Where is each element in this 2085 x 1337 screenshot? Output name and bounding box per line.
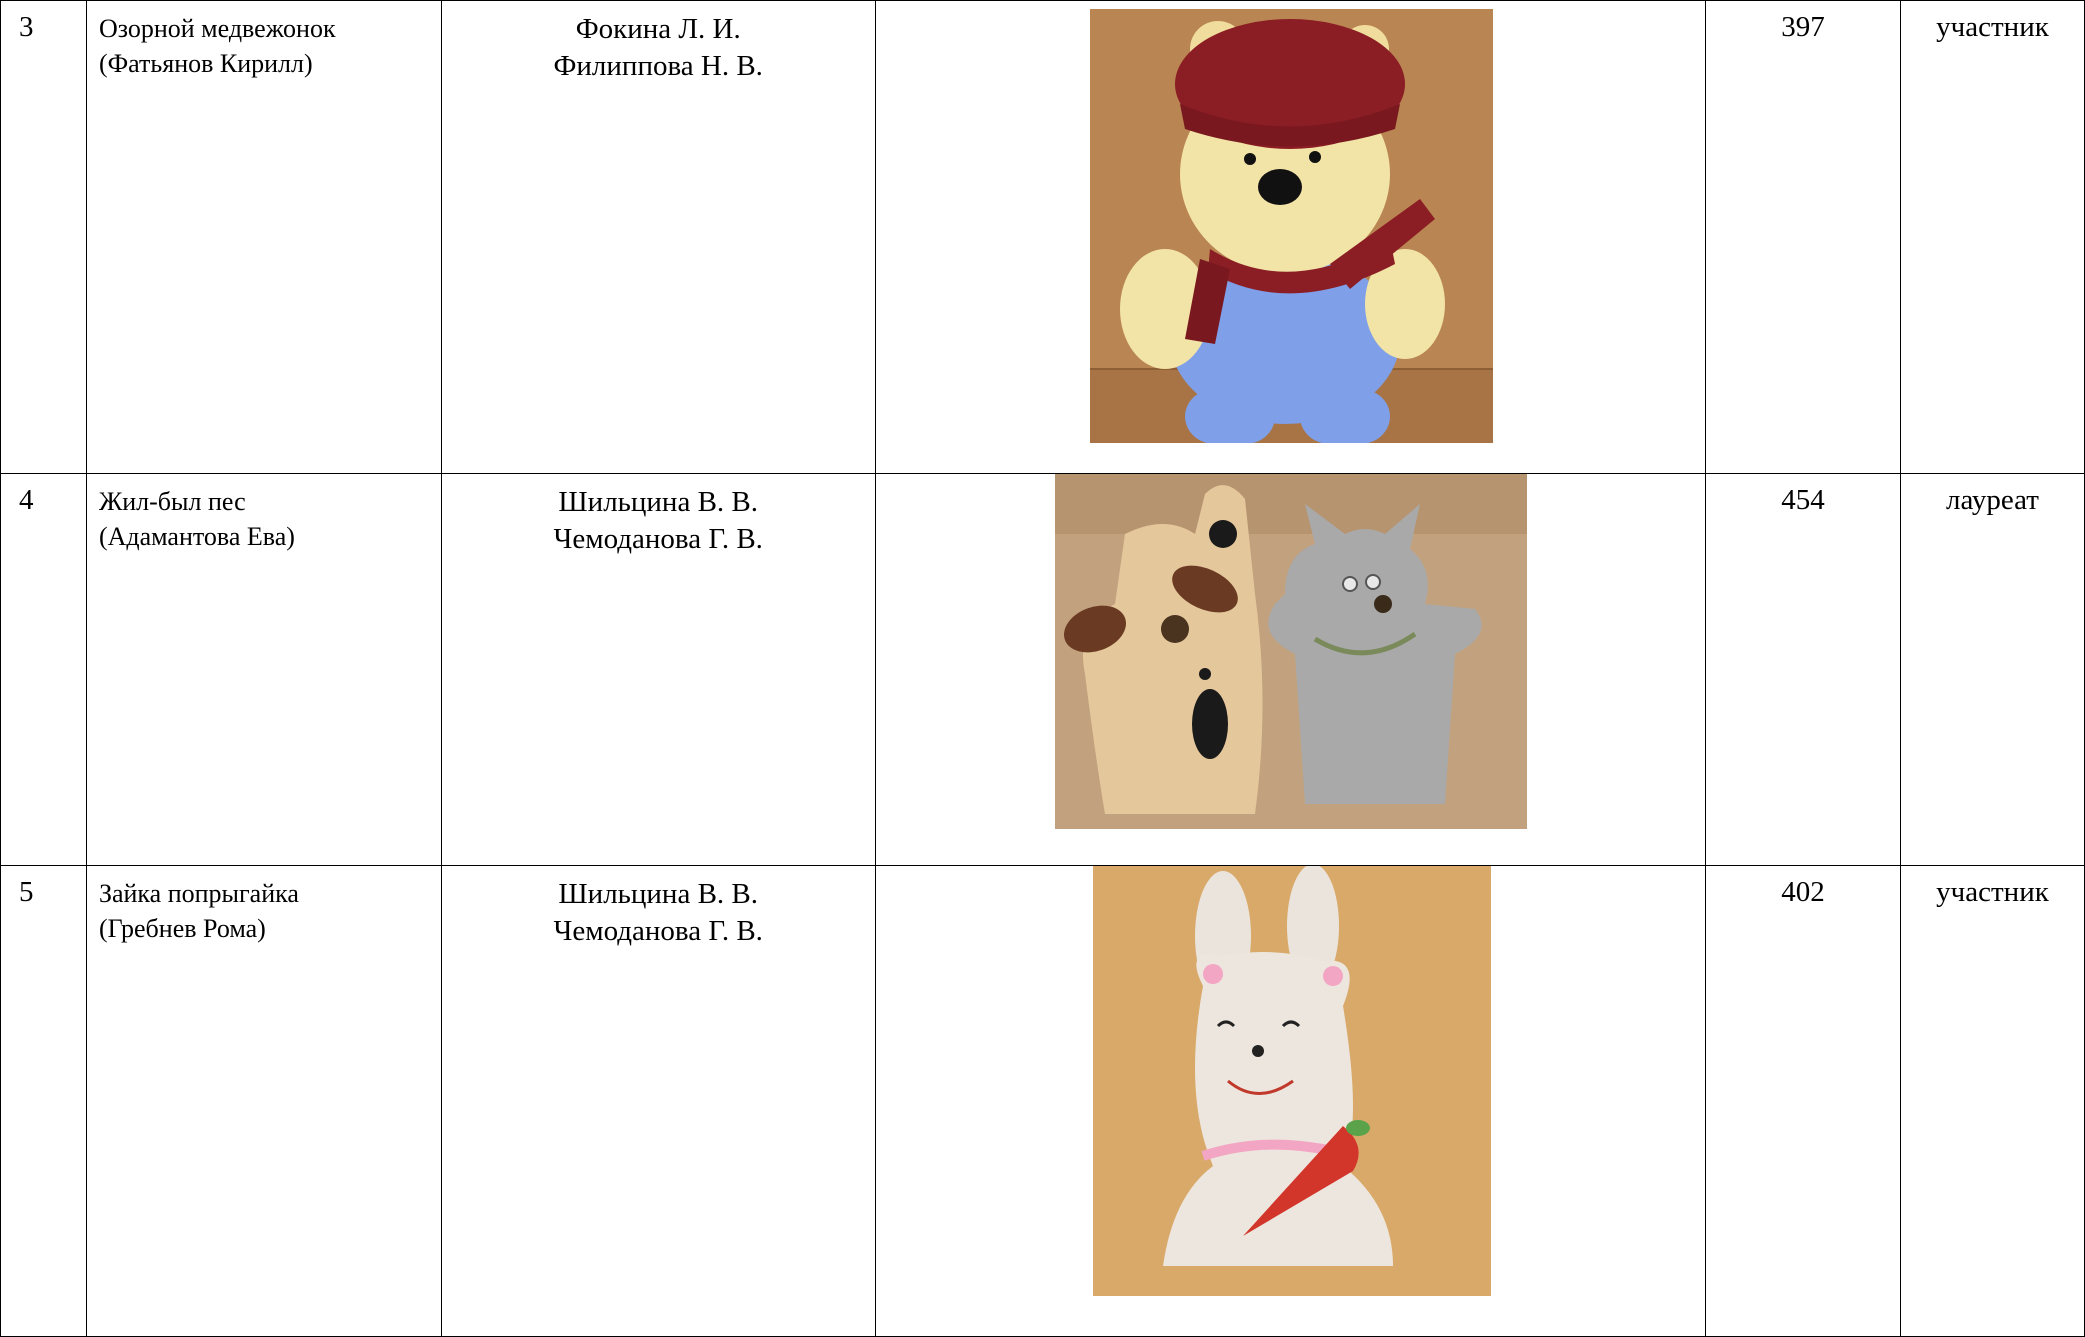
score-cell (1706, 1, 1901, 474)
teachers (442, 1, 875, 85)
status-badge: участник (1936, 11, 2049, 43)
fabric-bunny-photo (1093, 866, 1491, 1296)
photo-cell (875, 866, 1705, 1337)
entry-title-name: Зайка попрыгайка (98, 879, 299, 908)
teachers-cell (441, 866, 875, 1337)
row-number: 5 (19, 876, 34, 908)
entry-title-author: (Гребнев Рома) (98, 914, 266, 943)
title-cell (86, 1, 441, 474)
title-cell (86, 474, 441, 866)
row-number-cell (1, 866, 87, 1337)
table-row (1, 474, 2085, 866)
felt-puppets-photo (1055, 474, 1527, 829)
entry-title-author: (Фатьянов Кирилл) (98, 49, 313, 78)
table-row (1, 866, 2085, 1337)
teachers (442, 474, 875, 558)
teachers-cell (441, 1, 875, 474)
entry-title (87, 474, 441, 554)
entry-title (87, 866, 441, 946)
entry-title-name: Жил-был пес (98, 487, 246, 516)
row-number-cell (1, 474, 87, 866)
teacher-name: Чемоданова Г. В. (553, 915, 763, 947)
row-number: 3 (19, 11, 34, 43)
photo-cell (875, 1, 1705, 474)
teacher-name: Чемоданова Г. В. (553, 523, 763, 555)
status-cell (1900, 1, 2084, 474)
photo-cell (875, 474, 1705, 866)
teacher-name: Шильцина В. В. (558, 486, 759, 518)
teacher-name: Филиппова Н. В. (553, 50, 763, 82)
score-cell (1706, 474, 1901, 866)
entry-title-author: (Адамантова Ева) (98, 522, 295, 551)
score: 397 (1781, 11, 1825, 43)
teachers (442, 866, 875, 950)
status-cell (1900, 866, 2084, 1337)
row-number-cell (1, 1, 87, 474)
teacher-name: Фокина Л. И. (575, 13, 741, 45)
score: 454 (1781, 484, 1825, 516)
score: 402 (1781, 876, 1825, 908)
status-badge: участник (1936, 876, 2049, 908)
score-cell (1706, 866, 1901, 1337)
status-cell (1900, 474, 2084, 866)
row-number: 4 (19, 484, 34, 516)
knitted-bear-photo (1090, 9, 1493, 443)
entry-title (87, 1, 441, 81)
entry-title-name: Озорной медвежонок (98, 14, 336, 43)
teacher-name: Шильцина В. В. (558, 878, 759, 910)
status-badge: лауреат (1946, 484, 2039, 516)
teachers-cell (441, 474, 875, 866)
table-row (1, 1, 2085, 474)
title-cell (86, 866, 441, 1337)
